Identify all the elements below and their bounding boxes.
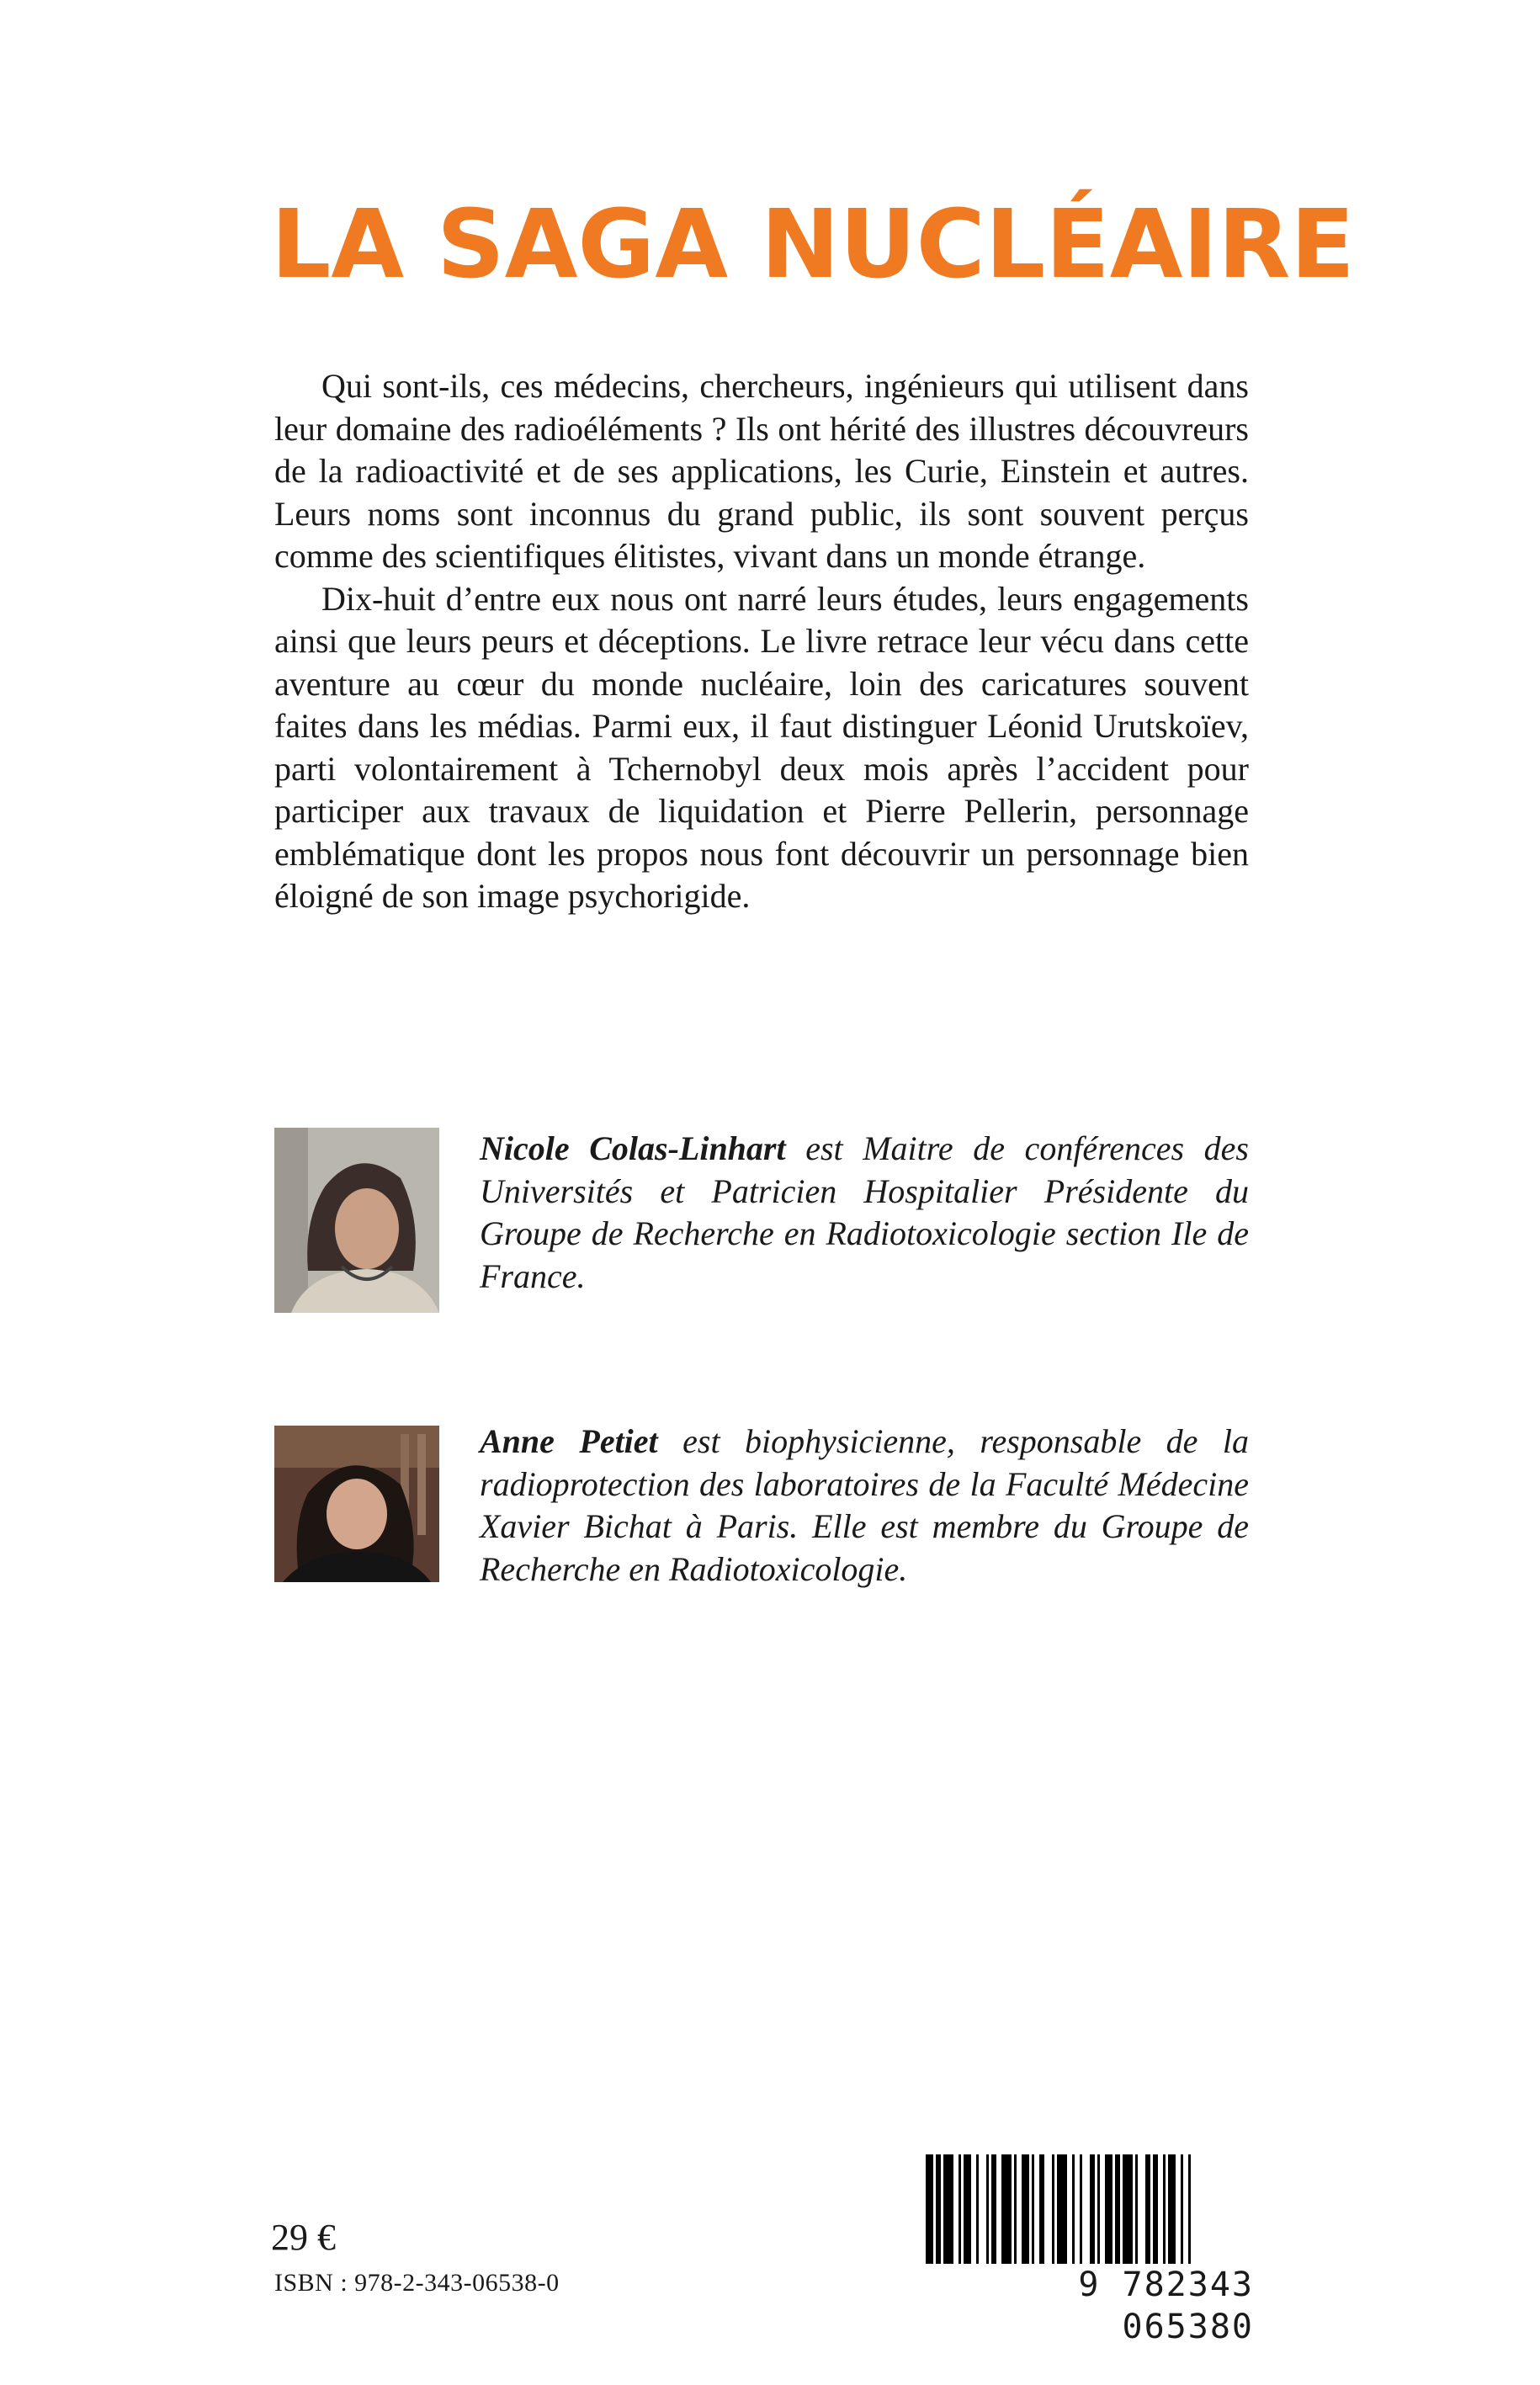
author-bio-anne: [480, 1421, 1249, 1591]
barcode-bar: [1057, 2154, 1067, 2264]
barcode-bar: [1168, 2154, 1176, 2264]
author-bio-nicole: [480, 1128, 1249, 1298]
isbn: ISBN : 978-2-343-06538-0: [274, 2269, 560, 2297]
back-cover-blurb: [274, 365, 1249, 918]
barcode-bar: [926, 2154, 933, 2264]
barcode-bar: [1145, 2154, 1150, 2264]
author-photo-nicole: [274, 1128, 439, 1313]
blurb-paragraph: Qui sont-ils, ces médecins, chercheurs, ingénieurs qui utilisent dans leur domaine des radioéléments ? Ils ont hérité des illustres découvreurs de la radioactivité et de ses applications, les Curie, Einstein et autres. Leurs noms sont inconnus du grand public, ils sont souvent perçus comme des scientifiques élitistes, vivant dans un monde étrange.: [274, 367, 1249, 575]
barcode-bar: [1105, 2154, 1113, 2264]
barcode-bar: [1032, 2154, 1034, 2264]
barcode-bar: [1153, 2154, 1158, 2264]
barcode-bar: [943, 2154, 953, 2264]
author-name: Anne Petiet: [480, 1422, 658, 1460]
barcode-bar: [1123, 2154, 1133, 2264]
barcode-bar: [1052, 2154, 1054, 2264]
barcode-bar: [1188, 2154, 1191, 2264]
author-bio-text: est Maitre de conférences des Universités et Patricien Hospitalier Présidente du Groupe de Recherche en Radiotoxicologie section Ile de France.: [480, 1129, 1250, 1295]
blurb-paragraph: Dix-huit d’entre eux nous ont narré leurs études, leurs engagements ainsi que leurs peurs et déceptions. Le livre retrace leur vécu dans cette aventure au cœur du monde nucléaire, loin des caricatures souvent faites dans les médias. Parmi eux, il faut distinguer Léonid Urutskoïev, parti volontairement à Tchernobyl deux mois après l’accident pour participer aux travaux de liquidation et Pierre Pellerin, personnage emblématique dont les propos nous font découvrir un personnage bien éloigné de son image psychorigide.: [274, 579, 1249, 915]
author-name: Nicole Colas-Linhart: [480, 1129, 786, 1167]
barcode-bar: [936, 2154, 941, 2264]
barcode-bars: [926, 2154, 1254, 2264]
barcode: [926, 2154, 1254, 2346]
barcode-bar: [964, 2154, 971, 2264]
barcode-bar: [1090, 2154, 1095, 2264]
barcode-bar: [1115, 2154, 1120, 2264]
barcode-bar: [1014, 2154, 1017, 2264]
barcode-bar: [1001, 2154, 1012, 2264]
barcode-bar: [986, 2154, 989, 2264]
book-title: LA SAGA NUCLÉAIRE: [271, 190, 1355, 300]
barcode-bar: [1181, 2154, 1183, 2264]
price: 29 €: [271, 2217, 336, 2258]
barcode-bar: [1163, 2154, 1166, 2264]
barcode-bar: [959, 2154, 961, 2264]
barcode-bar: [1039, 2154, 1044, 2264]
barcode-bar: [991, 2154, 996, 2264]
barcode-bar: [1022, 2154, 1029, 2264]
barcode-bar: [1097, 2154, 1100, 2264]
barcode-number: 9 782343 065380: [1078, 2265, 1254, 2346]
barcode-bar: [1072, 2154, 1075, 2264]
author-bio-text: est biophysicienne, responsable de la radioprotection des laboratoires de la Faculté Médecine Xavier Bichat à Paris. Elle est membre du Groupe de Recherche en Radiotoxicologie.: [480, 1422, 1249, 1588]
author-entry-nicole: [274, 1128, 1249, 1321]
barcode-bar: [976, 2154, 979, 2264]
author-entry-anne: [274, 1421, 1249, 1614]
author-photo-anne: [274, 1426, 439, 1582]
barcode-bar: [1080, 2154, 1082, 2264]
barcode-bar: [1135, 2154, 1138, 2264]
